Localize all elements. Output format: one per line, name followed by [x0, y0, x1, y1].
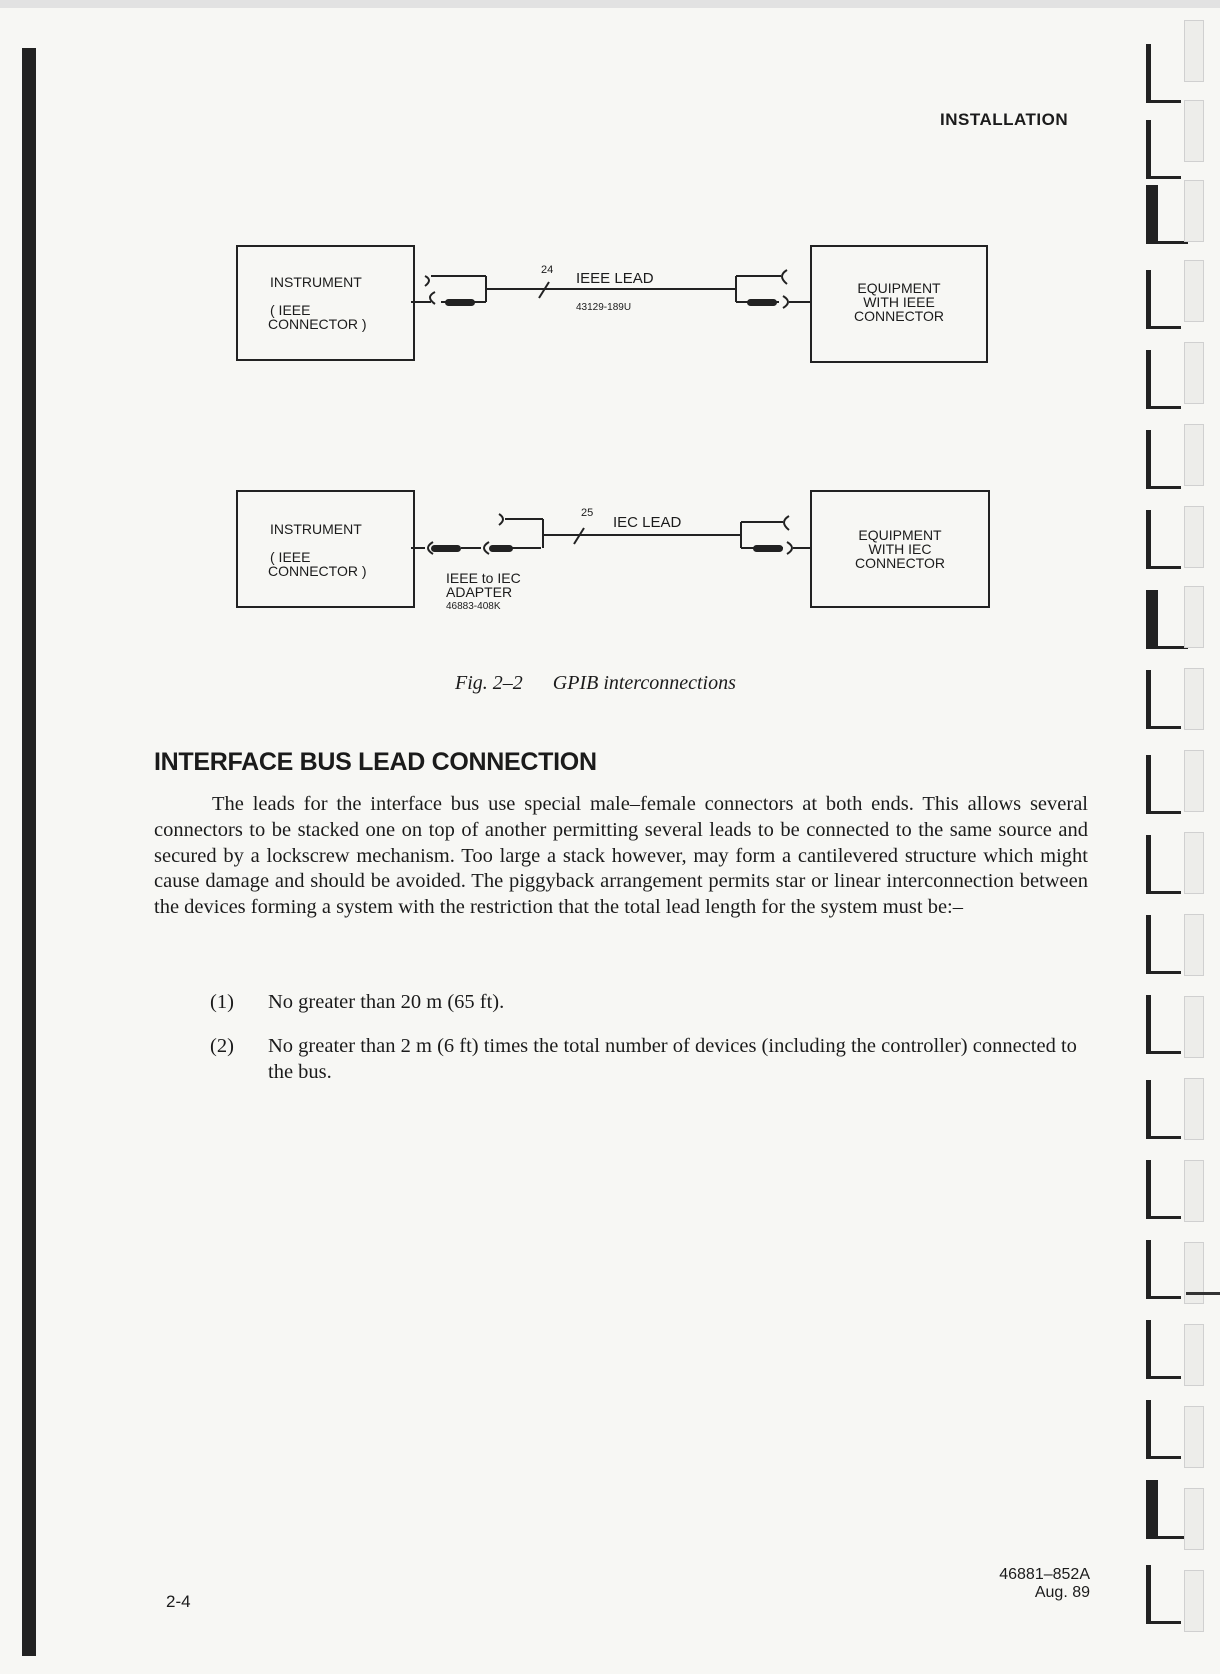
binder-tab — [1146, 1565, 1181, 1624]
iec-lead-label: IEC LEAD — [613, 514, 682, 531]
instrument-box-1 — [236, 245, 415, 361]
binder-tab — [1146, 1480, 1188, 1539]
binder-tab — [1146, 510, 1181, 569]
binder-tab-edge-strip — [1184, 832, 1204, 894]
figure-caption — [455, 672, 736, 695]
equipment-box-2 — [810, 490, 990, 608]
instrument-box-1-line3: CONNECTOR ) — [268, 316, 367, 332]
instrument-box-2-line3: CONNECTOR ) — [268, 563, 367, 579]
binder-tab — [1146, 590, 1188, 649]
binder-tab — [1146, 185, 1188, 244]
binder-tab-edge-strip — [1184, 180, 1204, 242]
binder-tab-edge-strip — [1184, 424, 1204, 486]
binder-tab-edge-strip — [1184, 1488, 1204, 1550]
list-item — [210, 1034, 1088, 1086]
binder-tab — [1146, 915, 1181, 974]
section-heading: INTERFACE BUS LEAD CONNECTION — [154, 748, 597, 776]
body-paragraph — [154, 792, 1088, 921]
binder-tab-edge-strip — [1184, 668, 1204, 730]
binder-tab — [1146, 1080, 1181, 1139]
document-number: 46881–852A — [999, 1566, 1090, 1583]
equipment-box-1-line3: CONNECTOR — [854, 308, 944, 324]
binder-tab — [1146, 1320, 1181, 1379]
figure-title: GPIB interconnections — [552, 672, 736, 694]
page-number: 2-4 — [166, 1592, 191, 1611]
section-header: INSTALLATION — [940, 110, 1069, 129]
binder-tab-edge-strip — [1184, 1078, 1204, 1140]
adapter-label-line2: ADAPTER — [446, 584, 513, 600]
binder-tab — [1146, 120, 1181, 179]
binder-tab — [1146, 350, 1181, 409]
binder-tab-edge-strip — [1184, 1570, 1204, 1632]
list-item-number: (2) — [210, 1034, 234, 1057]
instrument-box-2-line2: ( IEEE — [270, 549, 311, 565]
page-top-edge — [0, 0, 1220, 8]
binder-tab-edge-strip — [1184, 342, 1204, 404]
adapter-part-number: 46883-408K — [446, 601, 501, 612]
iec-lead-number: 25 — [581, 507, 594, 519]
list-item — [210, 990, 1088, 1016]
list-item-text: No greater than 2 m (6 ft) times the total number of devices (including the controller) connected to the bus. — [268, 1034, 1077, 1083]
ieee-lead-number: 24 — [541, 264, 554, 276]
binding-bar — [22, 48, 36, 1656]
binder-tab — [1146, 1240, 1181, 1299]
document-date: Aug. 89 — [1034, 1584, 1090, 1601]
binder-tab-edge — [1136, 20, 1220, 1674]
binder-tab — [1146, 995, 1181, 1054]
equipment-box-2-line2: WITH IEC — [868, 541, 932, 557]
binder-tab — [1146, 270, 1181, 329]
ieee-lead-label: IEEE LEAD — [576, 270, 654, 287]
binder-tab-edge-strip — [1184, 1324, 1204, 1386]
instrument-box-1-line1: INSTRUMENT — [270, 274, 362, 290]
footer-doc-info — [960, 1566, 1090, 1602]
equipment-box-1-line2: WITH IEEE — [863, 294, 935, 310]
binder-tab — [1146, 44, 1181, 103]
list-item-text: No greater than 20 m (65 ft). — [268, 991, 505, 1013]
binder-tab-edge-strip — [1184, 506, 1204, 568]
binder-tab-edge-strip — [1184, 750, 1204, 812]
equipment-box-2-line1: EQUIPMENT — [858, 527, 942, 543]
binder-tab-edge-strip — [1184, 260, 1204, 322]
requirements-list — [210, 990, 1088, 1103]
adapter-label-line1: IEEE to IEC — [446, 570, 521, 586]
instrument-box-2 — [236, 490, 415, 608]
binder-tab-edge-strip — [1184, 100, 1204, 162]
instrument-box-2-line1: INSTRUMENT — [270, 521, 362, 537]
binder-tab — [1146, 1160, 1181, 1219]
figure-number: Fig. 2–2 — [455, 672, 523, 694]
binder-tab — [1146, 1400, 1181, 1459]
binder-tab — [1146, 835, 1181, 894]
instrument-box-1-line2: ( IEEE — [270, 302, 311, 318]
binder-tab-edge-strip — [1184, 996, 1204, 1058]
ieee-lead-part-number: 43129-189U — [576, 302, 632, 313]
binder-tab-edge-strip — [1184, 1406, 1204, 1468]
binder-tab — [1146, 670, 1181, 729]
binder-tab-edge-strip — [1184, 1160, 1204, 1222]
equipment-box-1 — [810, 245, 988, 363]
binder-tab-edge-strip — [1184, 20, 1204, 82]
equipment-box-1-line1: EQUIPMENT — [857, 280, 941, 296]
equipment-box-2-line3: CONNECTOR — [855, 555, 945, 571]
binder-tab-edge-strip — [1184, 914, 1204, 976]
binder-tab — [1146, 755, 1181, 814]
binder-tab-edge-strip — [1184, 586, 1204, 648]
binder-tab — [1146, 430, 1181, 489]
page-edge-line — [1186, 1292, 1220, 1295]
list-item-number: (1) — [210, 991, 234, 1013]
paragraph-text: The leads for the interface bus use special male–female connectors at both ends. This allows several connectors to be stacked one on top of another permitting several leads to be connected to the same source and secured by a lockscrew mechanism. Too large a stack however, may form a cantilevered structure which might cause damage and should be avoided. The piggyback arrangement permits star or linear interconnection between the devices forming a system with the restriction that the total lead length for the system must be:– — [154, 793, 1088, 919]
